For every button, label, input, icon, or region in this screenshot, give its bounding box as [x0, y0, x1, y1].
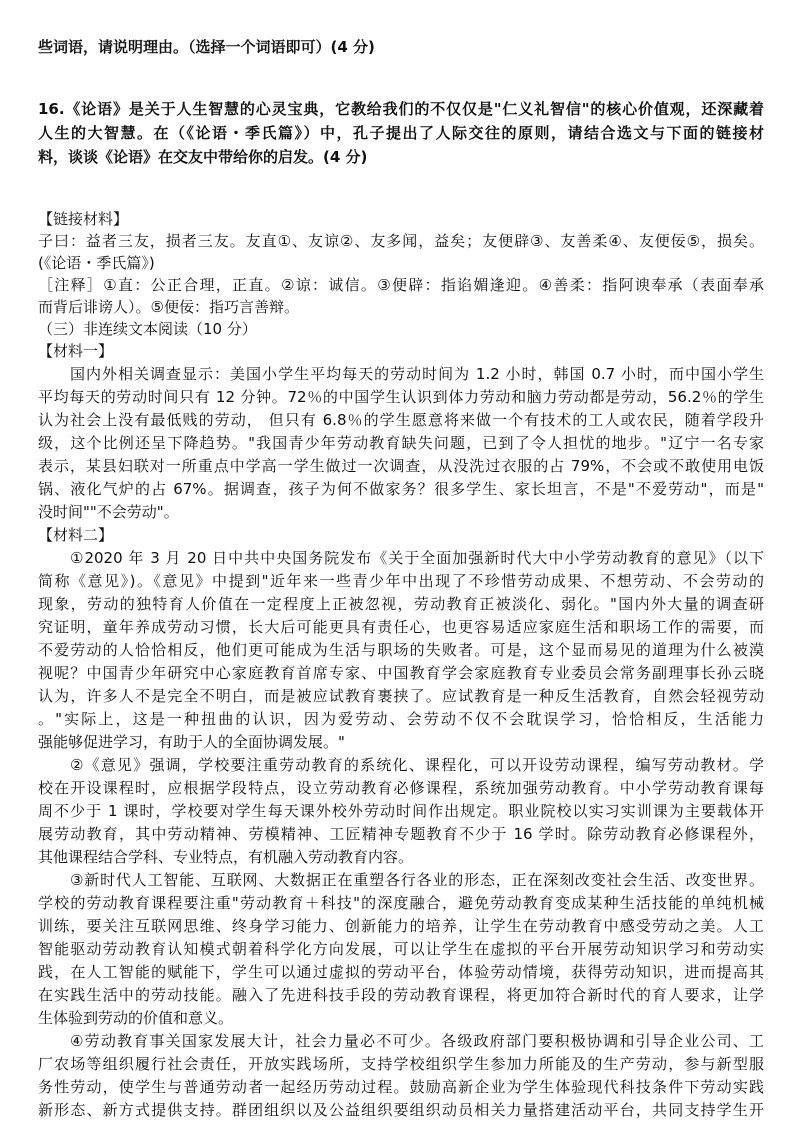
section-3-title: （三）非连续文本阅读（10 分）	[38, 320, 257, 338]
material-2-line: ③新时代人工智能、互联网、大数据正在重塑各行各业的形态，正在深刻改变社会生活、改变世界。	[70, 871, 764, 889]
material-2-line: 厂农场等组织履行社会责任，开放实践场所，支持学校组织学生参加力所能及的生产劳动，参与新型服	[38, 1055, 764, 1073]
material-1-line: 平均每天的劳动时间只有 12 分钟。72％的中国学生认识到体力劳动和脑力劳动都是劳动，56.2％的学生	[38, 388, 764, 406]
material-2-line: 周不少于 1 课时，学校要对学生每天课外校外劳动时间作出规定。职业院校以实习实训课为主要载体开	[38, 802, 764, 820]
question-16-line-3: 料，谈谈《论语》在交友中带给你的启发。(4 分)	[38, 148, 368, 166]
link-material-text-2: (《论语・季氏篇》)	[38, 254, 155, 272]
material-2-line: ②《意见》强调，学校要注重劳动教育的系统化、课程化，可以开设劳动课程，编写劳动教材。学	[70, 756, 764, 774]
material-2-line: 不爱劳动的人恰恰相反，他们更可能成为生活与职场的失败者。可是，这个显而易见的道理为什么被漠	[38, 641, 764, 659]
link-material-note-1: ［注释］①直：公正合理，正直。②谅：诚信。③便辟：指谄媚逢迎。④善柔：指阿谀奉承（表面奉承	[38, 276, 764, 294]
material-1-line: 表示，某县妇联对一所重点中学高一学生做过一次调查，从没洗过衣服的占 79%，不会或不敢使用电饭	[38, 457, 764, 475]
material-2-line: 展劳动教育，其中劳动精神、劳模精神、工匠精神专题教育不少于 16 学时。除劳动教育必修课程外，	[38, 825, 764, 843]
material-2-line: 强能够促进学习，有助于人的全面协调发展。"	[38, 733, 345, 751]
material-2-line: 现象，劳动的独特育人价值在一定程度上正被忽视，劳动教育正被淡化、弱化。"国内外大量的调查研	[38, 595, 764, 613]
material-2-line: 校在开设课程时，应根据学段特点，设立劳动教育必修课程，系统加强劳动教育。中小学劳动教育课每	[38, 779, 764, 797]
material-2-line: 其他课程结合学科、专业特点，有机融入劳动教育内容。	[38, 848, 414, 866]
material-2-line: 务性劳动，使学生与普通劳动者一起经历劳动过程。鼓励高新企业为学生体验现代科技条件下劳动实践	[38, 1078, 764, 1096]
material-2-line: 训练，要关注互联网思维、终身学习能力、创新能力的培养，让学生在劳动教育中感受劳动之美。人工	[38, 917, 764, 935]
material-2-line: 在实践生活中的劳动技能。融入了先进科技手段的劳动教育课程，将更加符合新时代的育人要求，让学	[38, 986, 764, 1004]
material-1-line: 级，这个比例还呈下降趋势。"我国青少年劳动教育缺失问题，已到了令人担忧的地步。"辽宁一名专家	[38, 434, 764, 452]
question-16-line-2: 人生的大智慧。在（《论语・季氏篇》）中，孔子提出了人际交往的原则，请结合选文与下面的链接材	[38, 124, 764, 142]
material-2-line: ④劳动教育事关国家发展大计，社会力量必不可少。各级政府部门要积极协调和引导企业公司、工	[70, 1032, 764, 1050]
material-1-heading: 【材料一】	[38, 342, 114, 360]
material-1-line: 国内外相关调查显示：美国小学生平均每天的劳动时间为 1.2 小时，韩国 0.7 小时，而中国小学生	[70, 365, 764, 383]
question-16-line-1: 16.《论语》是关于人生智慧的心灵宝典，它教给我们的不仅仅是"仁义礼智信"的核心价值观，还深藏着	[38, 100, 764, 118]
material-1-line: 没时间""不会劳动"。	[38, 503, 179, 521]
material-2-line: 。"实际上，这是一种扭曲的认识，因为爱劳动、会劳动不仅不会耽误学习，恰恰相反，生活能力	[38, 710, 764, 728]
material-2-line: 新形态、新方式提供支持。群团组织以及公益组织要组织动员相关力量搭建活动平台，共同支持学生开	[38, 1101, 764, 1119]
material-2-line: 智能驱动劳动教育认知模式朝着科学化方向发展，可以让学生在虚拟的平台开展劳动知识学习和劳动实	[38, 940, 764, 958]
material-2-line: 认为，许多人不是完全不明白，而是被应试教育裹挟了。应试教育是一种反生活教育，自然会轻视劳动	[38, 687, 764, 705]
link-material-note-2: 而背后诽谤人）。⑤便佞：指巧言善辩。	[38, 298, 299, 316]
link-material-text-1: 子曰：益者三友，损者三友。友直①、友谅②、友多闻，益矣；友便辟③、友善柔④、友便佞⑤，损矣。	[38, 232, 764, 250]
material-2-line: 践，在人工智能的赋能下，学生可以通过虚拟的劳动平台，体验劳动情境，获得劳动知识，进而提高其	[38, 963, 764, 981]
question-15-tail: 些词语，请说明理由。（选择一个词语即可）(4 分)	[38, 38, 375, 56]
material-2-line: 学校的劳动教育课程要注重"劳动教育＋科技"的深度融合，避免劳动教育变成某种生活技能的单纯机械	[38, 894, 764, 912]
material-2-line: 究证明，童年养成劳动习惯，长大后可能更具有责任心，也更容易适应家庭生活和职场工作的需要，而	[38, 618, 764, 636]
material-1-line: 认为社会上没有最低贱的劳动， 但只有 6.8％的学生愿意将来做一个有技术的工人或农民，随着学段升	[38, 411, 764, 429]
material-2-line: 简称《意见》)。《意见》中提到"近年来一些青少年中出现了不珍惜劳动成果、不想劳动、不会劳动的	[38, 572, 764, 590]
material-2-line: ①2020 年 3 月 20 日中共中央国务院发布《关于全面加强新时代大中小学劳动教育的意见》（以下	[70, 549, 764, 567]
material-2-heading: 【材料二】	[38, 526, 114, 544]
material-1-line: 锅、液化气炉的占 67%。据调查，孩子为何不做家务？很多学生、家长坦言，不是"不爱劳动"，而是"	[38, 480, 764, 498]
link-material-heading: 【链接材料】	[38, 210, 129, 228]
material-2-line: 生体验到劳动的价值和意义。	[38, 1009, 234, 1027]
material-2-line: 视呢？中国青少年研究中心家庭教育首席专家、中国教育学会家庭教育专业委员会常务副理事长孙云晓	[38, 664, 764, 682]
